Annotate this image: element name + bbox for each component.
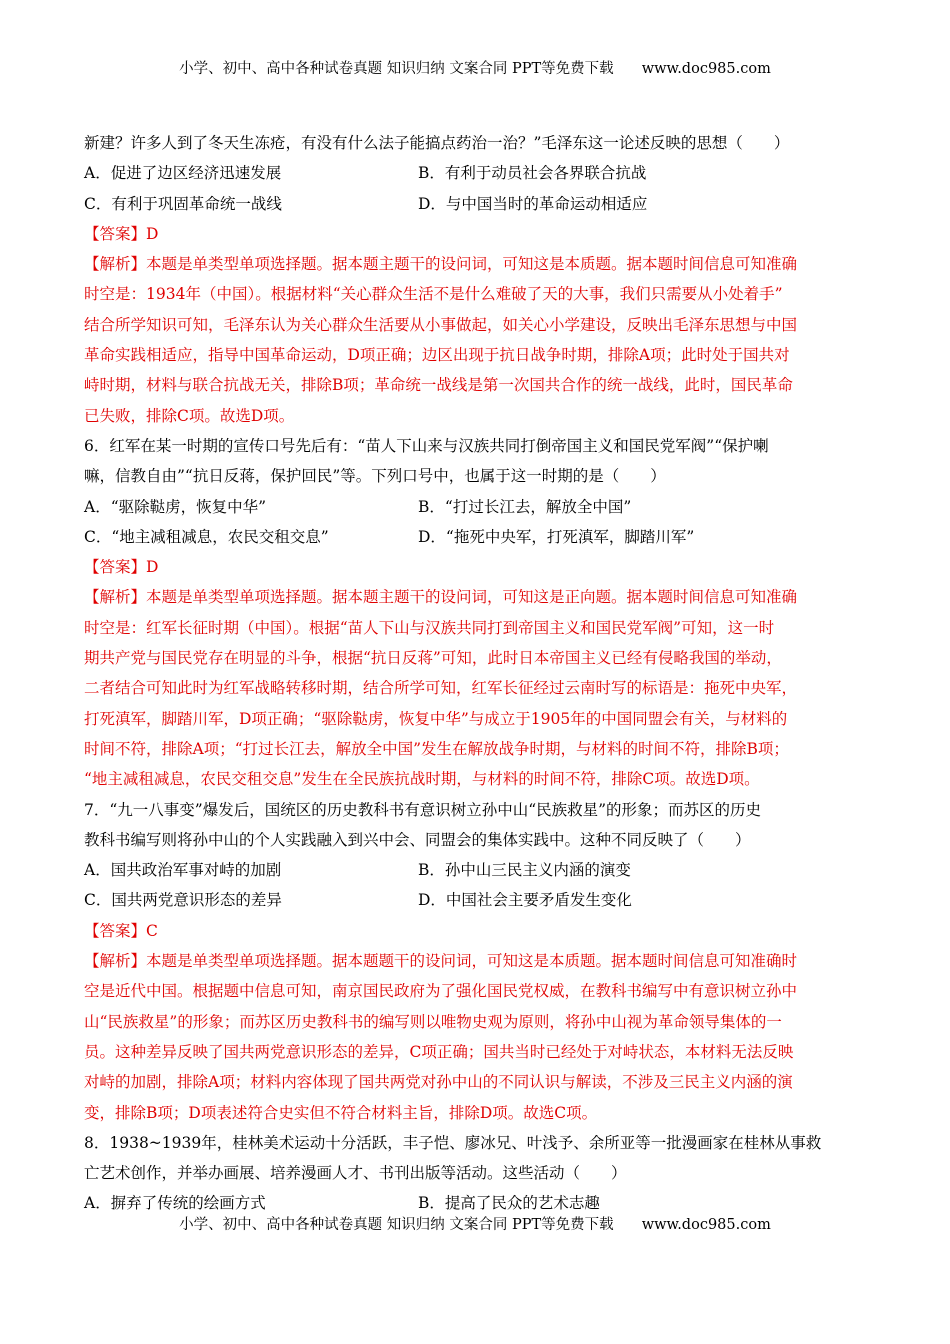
footer-site-link[interactable]: www.doc985.com <box>641 1217 771 1233</box>
analysis-line: 【解析】本题是单类型单项选择题。据本题主题干的设问词，可知这是本质题。据本题时间信息可知准确 <box>84 255 798 274</box>
options-row <box>84 522 868 552</box>
option-c: C．“地主减租减息，农民交租交息” <box>84 527 329 546</box>
option-c: C．有利于巩固革命统一战线 <box>84 194 282 213</box>
header-text: 小学、初中、高中各种试卷真题 知识归纳 文案合同 PPT等免费下载 <box>179 61 614 77</box>
answer: 【答案】D <box>84 558 159 577</box>
option-b: B．有利于动员社会各界联合抗战 <box>418 164 647 183</box>
question-stem: 6．红军在某一时期的宣传口号先后有：“苗人下山来与汉族共同打倒帝国主义和国民党军阀”“保护喇 <box>84 436 769 455</box>
analysis <box>84 249 868 431</box>
options-row <box>84 189 868 219</box>
question-stem: 亡艺术创作，并举办画展、培养漫画人才、书刊出版等活动。这些活动（ ） <box>84 1164 627 1183</box>
page-footer <box>0 1213 950 1234</box>
option-d: D．“拖死中央军，打死滇军，脚踏川军” <box>418 527 695 546</box>
question-6 <box>84 431 868 795</box>
analysis-line: 期共产党与国民党存在明显的斗争，根据“抗日反蒋”可知，此时日本帝国主义已经有侵略我国的举动， <box>84 649 782 668</box>
analysis-line: “地主减租减息，农民交租交息”发生在全民族抗战时期，与材料的时间不符，排除C项。故选D项。 <box>84 770 760 789</box>
document-body <box>84 128 868 1219</box>
answer: 【答案】C <box>84 921 158 940</box>
analysis-line: 【解析】本题是单类型单项选择题。据本题题干的设问词，可知这是本质题。据本题时间信息可知准确时 <box>84 952 798 971</box>
options-row <box>84 885 868 915</box>
option-a: A．“驱除鞑虏，恢复中华” <box>84 497 267 516</box>
options-row <box>84 158 868 188</box>
analysis-line: 时空是：1934年（中国）。根据材料“关心群众生活不是什么难破了天的大事，我们只需要从小处着手” <box>84 285 783 304</box>
option-c: C．国共两党意识形态的差异 <box>84 891 282 910</box>
analysis-line: 时间不符，排除A项；“打过长江去，解放全中国”发生在解放战争时期，与材料的时间不符，排除B项； <box>84 739 789 758</box>
analysis <box>84 946 868 1128</box>
page-header <box>0 57 950 78</box>
option-a: A．促进了边区经济迅速发展 <box>84 164 282 183</box>
question-stem: 7．“九一八事变”爆发后，国统区的历史教科书有意识树立孙中山“民族救星”的形象；而苏区的历史 <box>84 800 762 819</box>
analysis-line: 空是近代中国。根据题中信息可知，南京国民政府为了强化国民党权威，在教科书编写中有意识树立孙中 <box>84 982 798 1001</box>
analysis-line: 已失败，排除C项。故选D项。 <box>84 406 295 425</box>
analysis-line: 山“民族救星”的形象；而苏区历史教科书的编写则以唯物史观为原则，将孙中山视为革命领导集体的一 <box>84 1012 782 1031</box>
analysis-line: 二者结合可知此时为红军战略转移时期，结合所学可知，红军长征经过云南时写的标语是：拖死中央军， <box>84 679 798 698</box>
analysis-line: 变，排除B项；D项表述符合史实但不符合材料主旨，排除D项。故选C项。 <box>84 1103 598 1122</box>
analysis-line: 【解析】本题是单类型单项选择题。据本题主题干的设问词，可知这是正向题。据本题时间信息可知准确 <box>84 588 798 607</box>
question-stem: 8．1938~1939年，桂林美术运动十分活跃，丰子恺、廖冰兄、叶浅予、余所亚等一批漫画家在桂林从事救 <box>84 1133 822 1152</box>
analysis-line: 峙时期，材料与联合抗战无关，排除B项；革命统一战线是第一次国共合作的统一战线，此时，国民革命 <box>84 376 793 395</box>
answer: 【答案】D <box>84 224 159 243</box>
options-row <box>84 855 868 885</box>
question-stem: 教科书编写则将孙中山的个人实践融入到兴中会、同盟会的集体实践中。这种不同反映了（ ） <box>84 830 751 849</box>
question-5 <box>84 128 868 431</box>
option-a: A．摒弃了传统的绘画方式 <box>84 1194 266 1213</box>
question-8 <box>84 1128 868 1219</box>
option-d: D．中国社会主要矛盾发生变化 <box>418 891 632 910</box>
question-stem: 新建？许多人到了冬天生冻疮，有没有什么法子能搞点药治一治？”毛泽东这一论述反映的思想（ ） <box>84 134 790 152</box>
question-stem: 嘛，信教自由”“抗日反蒋，保护回民”等。下列口号中，也属于这一时期的是（ ） <box>84 467 666 486</box>
option-b: B．孙中山三民主义内涵的演变 <box>418 861 631 880</box>
option-b: B．“打过长江去，解放全中国” <box>418 497 632 516</box>
question-7 <box>84 795 868 1128</box>
footer-text: 小学、初中、高中各种试卷真题 知识归纳 文案合同 PPT等免费下载 <box>179 1217 614 1233</box>
analysis-line: 时空是：红军长征时期（中国）。根据“苗人下山与汉族共同打到帝国主义和国民党军阀”可知，这一时 <box>84 618 775 637</box>
analysis-line: 打死滇军，脚踏川军，D项正确；“驱除鞑虏，恢复中华”与成立于1905年的中国同盟会有关，与材料的 <box>84 709 788 728</box>
analysis-line: 结合所学知识可知，毛泽东认为关心群众生活要从小事做起，如关心小学建设，反映出毛泽东思想与中国 <box>84 315 798 334</box>
analysis-line: 对峙的加剧，排除A项；材料内容体现了国共两党对孙中山的不同认识与解读，不涉及三民主义内涵的演 <box>84 1073 793 1092</box>
analysis-line: 员。这种差异反映了国共两党意识形态的差异，C项正确；国共当时已经处于对峙状态，本材料无法反映 <box>84 1042 794 1061</box>
option-b: B．提高了民众的艺术志趣 <box>418 1194 600 1213</box>
option-a: A．国共政治军事对峙的加剧 <box>84 861 282 880</box>
analysis-line: 革命实践相适应，指导中国革命运动，D项正确；边区出现于抗日战争时期，排除A项；此时处于国共对 <box>84 346 790 365</box>
analysis <box>84 582 868 794</box>
option-d: D．与中国当时的革命运动相适应 <box>418 194 648 213</box>
options-row <box>84 492 868 522</box>
header-site-link[interactable]: www.doc985.com <box>641 61 771 77</box>
